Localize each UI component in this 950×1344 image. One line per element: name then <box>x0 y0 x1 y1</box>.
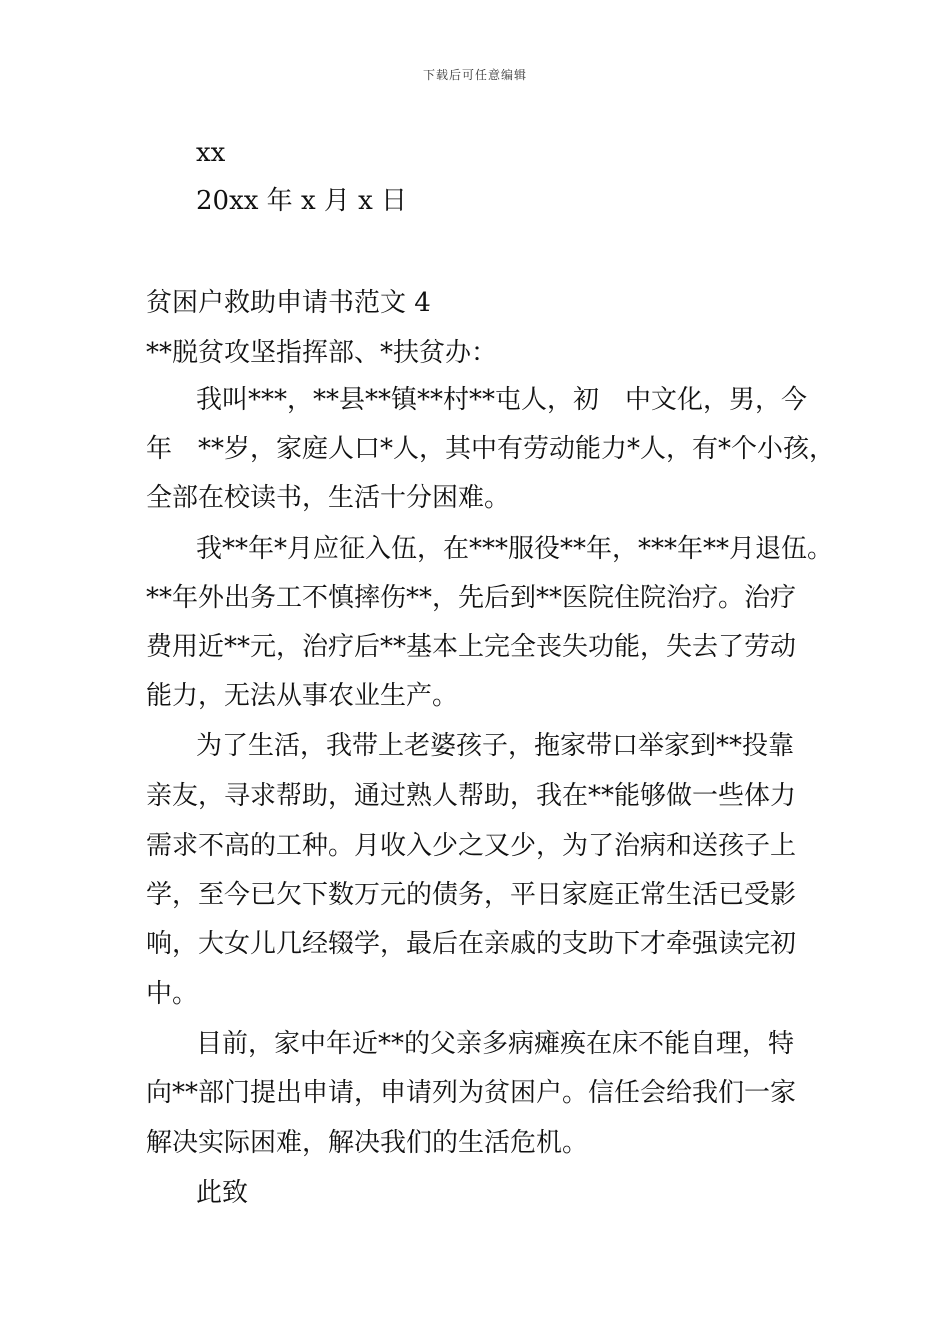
paragraph-line: 年 **岁，家庭人口*人，其中有劳动能力*人，有*个小孩， <box>146 434 836 464</box>
paragraph-line: 需求不高的工种。月收入少之又少，为了治病和送孩子上 <box>146 831 797 861</box>
paragraph-line: 我叫***，**县**镇**村**屯人，初 中文化，男，今 <box>196 385 808 415</box>
paragraph-line: 能力，无法从事农业生产。 <box>146 681 459 711</box>
paragraph-line: 解决实际困难，解决我们的生活危机。 <box>146 1128 589 1158</box>
paragraph-line: 费用近**元，治疗后**基本上完全丧失功能，失去了劳动 <box>146 632 797 662</box>
closing: 此致 <box>196 1178 249 1208</box>
paragraph-line: 为了生活，我带上老婆孩子，拖家带口举家到**投靠 <box>196 731 795 761</box>
salutation: **脱贫攻坚指挥部、*扶贫办： <box>146 338 498 368</box>
paragraph-line: 亲友，寻求帮助，通过熟人帮助，我在**能够做一些体力 <box>146 781 797 811</box>
paragraph-line: 向**部门提出申请，申请列为贫困户。信任会给我们一家 <box>146 1078 797 1108</box>
signature-name: xx <box>196 138 226 168</box>
header-note: 下载后可任意编辑 <box>422 68 527 82</box>
signature-date: 20xx 年 x 月 x 日 <box>196 186 408 216</box>
paragraph-line: 响，大女儿几经辍学，最后在亲戚的支助下才牵强读完初 <box>146 929 797 959</box>
paragraph-line: 全部在校读书，生活十分困难。 <box>146 483 511 513</box>
paragraph-line: 目前，家中年近**的父亲多病瘫痪在床不能自理，特 <box>196 1029 795 1059</box>
paragraph-line: 中。 <box>146 979 199 1009</box>
paragraph-line: 我**年*月应征入伍，在***服役**年，***年**月退伍。 <box>196 534 834 564</box>
document-title: 贫困户救助申请书范文 4 <box>146 288 431 318</box>
paragraph-line: 学，至今已欠下数万元的债务，平日家庭正常生活已受影 <box>146 880 797 910</box>
paragraph-line: **年外出务工不慎摔伤**，先后到**医院住院治疗。治疗 <box>146 583 797 613</box>
